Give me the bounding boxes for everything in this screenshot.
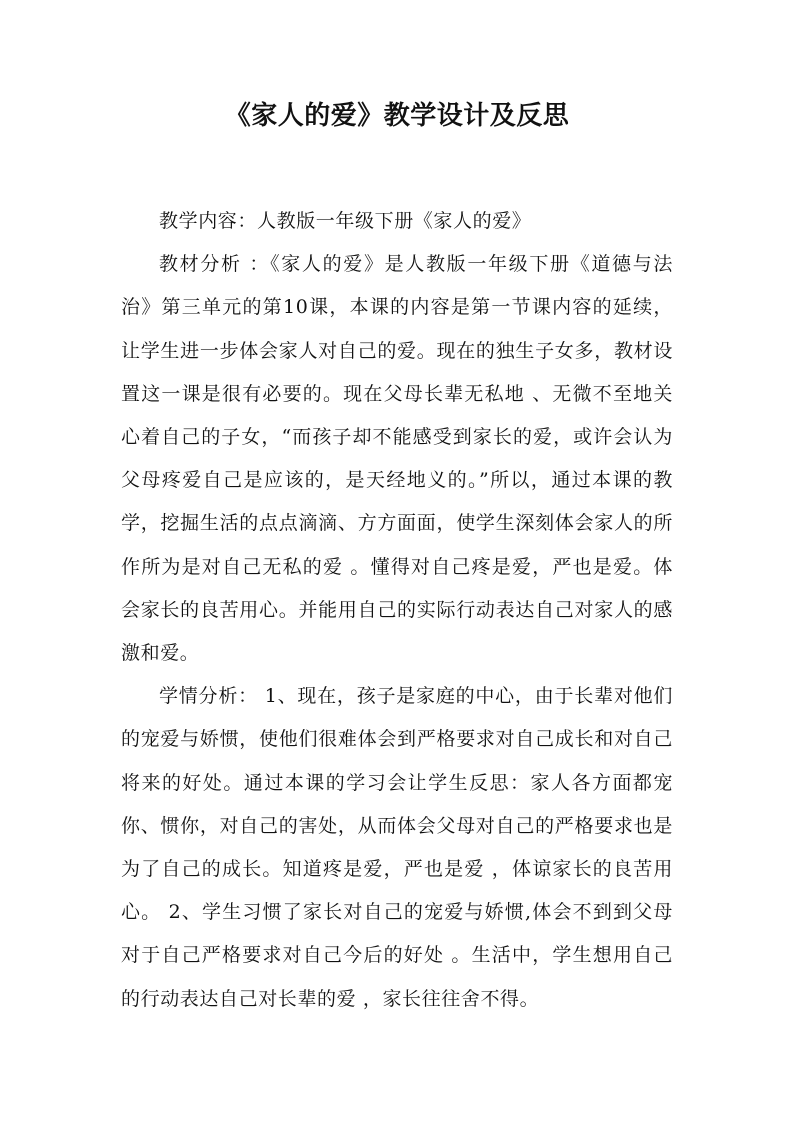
paragraph-teaching-content: 教学内容：人教版一年级下册《家人的爱》 xyxy=(159,210,532,232)
paragraph-textbook-analysis: 教材分析 ：《家人的爱》是人教版一年级下册《道德与法治》第三单元的第10课，本课的内容是第一节课内容的延续，让学生进一步体会家人对自己的爱。现在的独生子女多，教材设置这一课是很有必要的。现在父母长辈无私地 、无微不至地关心着自己的子女，“而孩子却不能感受到家长的爱，或许会认为父母疼爱自己是应该的，是天经地义的。”所以，通过本课的教学，挖掘生活的点点滴滴、方方面面，使学生深刻体会家人的所作所为是对自己无私的爱 。懂得对自己疼是爱，严也是爱。体会家长的良苦用心。并能用自己的实际行动表达自己对家人的感激和爱。 xyxy=(121,253,673,665)
paragraph-student-analysis: 学情分析： 1、现在，孩子是家庭的中心，由于长辈对他们的宠爱与娇惯，使他们很难体会到严格要求对自己成长和对自己将来的好处。通过本课的学习会让学生反思：家人各方面都宠你、惯你，对自己的害处，从而体会父母对自己的严格要求也是为了自己的成长。知道疼是爱，严也是爱 ，体谅家长的良苦用心。 2、学生习惯了家长对自己的宠爱与娇惯,体会不到到父母对于自己严格要求对自己今后的好处 。生活中，学生想用自己的行动表达自己对长辈的爱 ，家长往往舍不得。 xyxy=(121,685,673,1010)
document-body xyxy=(121,200,673,1021)
document-title: 《家人的爱》教学设计及反思 xyxy=(224,101,570,131)
